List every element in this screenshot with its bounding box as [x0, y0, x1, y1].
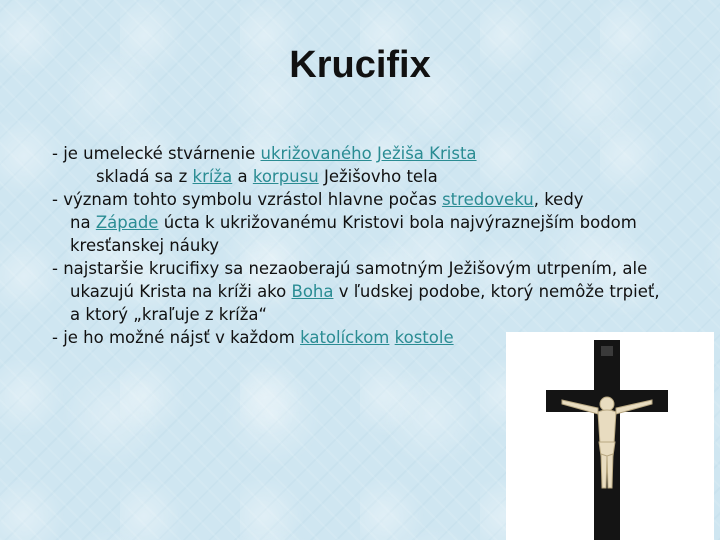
bullet-3-line-1: - najstaršie krucifixy sa nezaoberajú samotným Ježišovým utrpením, ale [52, 259, 648, 278]
link-zapade[interactable]: Západe [95, 213, 159, 232]
link-kriza[interactable]: kríža [192, 167, 233, 186]
bullet-2-line-1 [52, 188, 692, 211]
bullet-3-line-2 [52, 280, 692, 303]
bullet-2-line-2 [52, 211, 692, 234]
link-boha[interactable]: Boha [291, 282, 334, 301]
link-kostole[interactable]: kostole [394, 328, 454, 347]
slide-title: Krucifix [289, 44, 431, 86]
link-katolickom[interactable]: katolíckom [300, 328, 390, 347]
bullet-1-and: a [232, 167, 253, 186]
bullet-list [52, 142, 692, 349]
bullet-3-text-3: v ľudskej podobe, ktorý nemôže trpieť, [333, 282, 660, 301]
bullet-1-line-1 [52, 142, 692, 165]
bullet-2-line-3: kresťanskej náuky [70, 236, 220, 255]
link-korpusu[interactable]: korpusu [252, 167, 319, 186]
bullet-2-text: - význam tohto symbolu vzrástol hlavne počas [52, 190, 443, 209]
crucifix-icon [506, 332, 714, 540]
bullet-3-line-3: a ktorý „kraľuje z kríža“ [70, 305, 268, 324]
bullet-1-text: - je umelecké stvárnenie [52, 144, 261, 163]
bullet-1-suffix: Ježišovho tela [318, 167, 438, 186]
crucifix-image [506, 332, 714, 540]
bullet-2-text-3: úcta k ukrižovanému Kristovi bola najvýraznejším bodom [158, 213, 637, 232]
bullet-3-text-2: ukazujú Krista na kríži ako [70, 282, 292, 301]
bullet-1-line-2 [52, 165, 692, 188]
bullet-1-text-2: skladá sa z [96, 167, 193, 186]
link-jezisa-krista[interactable]: Ježiša Krista [376, 144, 477, 163]
bullet-2-text-2: na [70, 213, 96, 232]
bullet-4-text: - je ho možné nájsť v každom [52, 328, 301, 347]
link-stredoveku[interactable]: stredoveku [442, 190, 534, 209]
link-ukrizovaneho[interactable]: ukrižovaného [260, 144, 372, 163]
bullet-2-suffix: , kedy [533, 190, 584, 209]
